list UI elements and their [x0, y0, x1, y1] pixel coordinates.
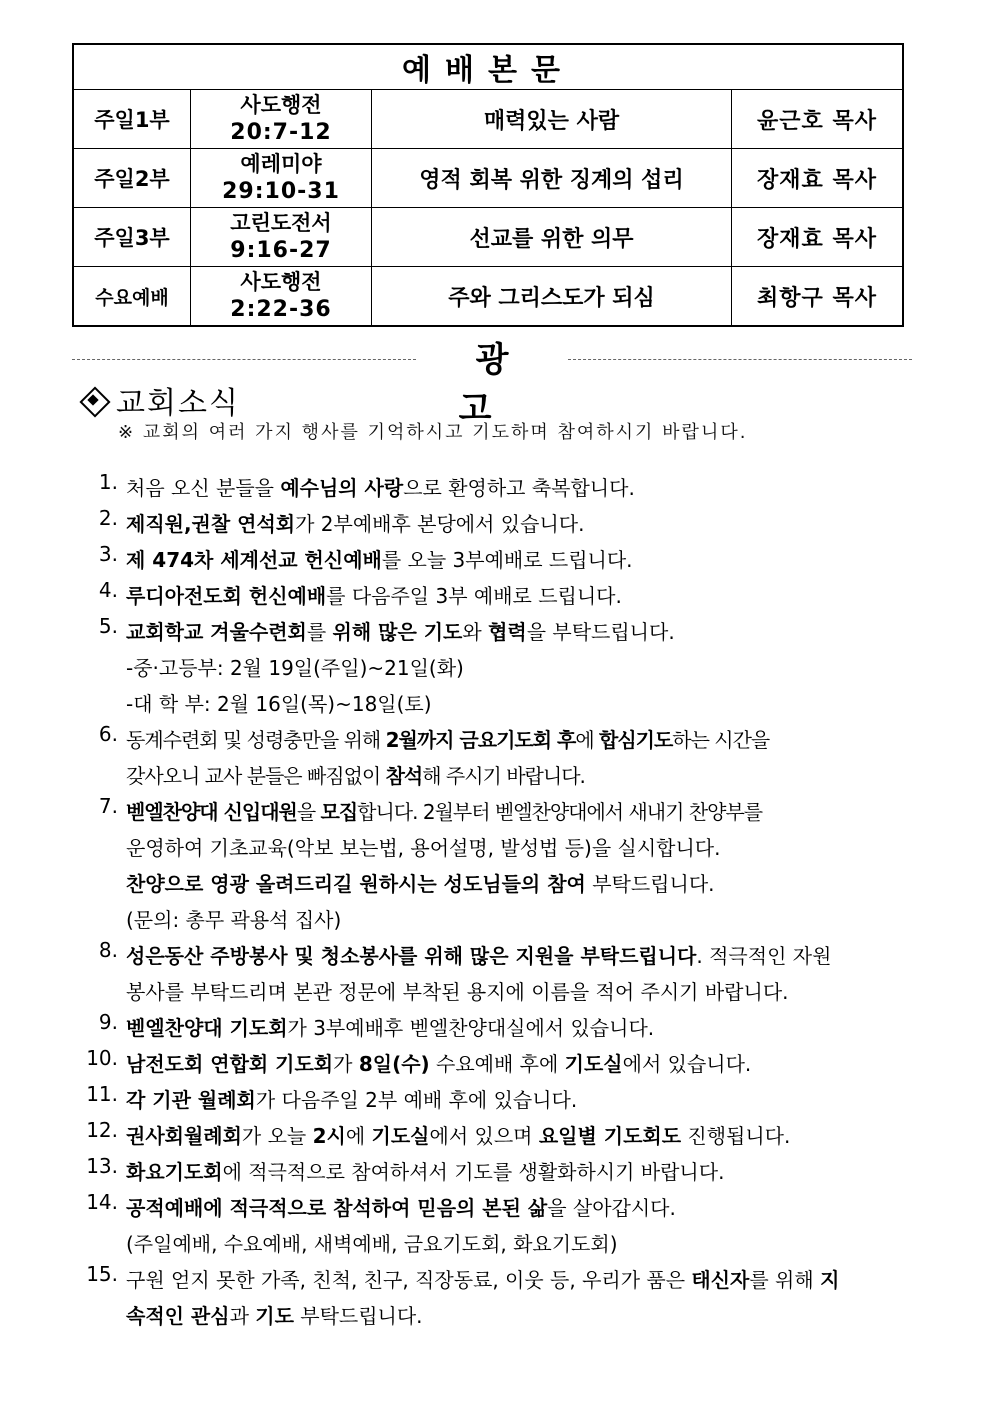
body-text: 갖사오니 교사 분들은 빠짐없이 [126, 764, 386, 788]
item-line [126, 1262, 932, 1298]
emphasis-text: 교회학교 겨울수련회 [126, 620, 307, 644]
item-number: 7. [98, 794, 118, 818]
service-name: 주일3부 [73, 208, 191, 267]
emphasis-text: 태신자 [691, 1268, 750, 1292]
emphasis-text: 속적인 관심 [126, 1304, 230, 1328]
preacher: 장재효 목사 [732, 149, 904, 208]
item-line [126, 794, 932, 830]
item-line [126, 686, 932, 722]
item-line [126, 1046, 932, 1082]
body-text: 를 오늘 3부예배로 드립니다. [381, 548, 633, 572]
emphasis-text: 권사회월례회 [126, 1124, 242, 1148]
announcement-item [72, 1010, 932, 1046]
scripture-book: 사도행전 [240, 270, 322, 294]
sermon-title: 영적 회복 위한 징계의 섭리 [372, 149, 732, 208]
diamond-bullet-icon [80, 387, 106, 413]
announcement-item [72, 578, 932, 614]
body-text: 해 주시기 바랍니다. [422, 764, 585, 788]
body-text: . 적극적인 자원 [696, 944, 832, 968]
announcement-item [72, 938, 932, 1010]
announcement-item [72, 614, 932, 722]
emphasis-text: 화요기도회 [126, 1160, 223, 1184]
body-text: 가 2부예배후 본당에서 있습니다. [295, 512, 585, 536]
scripture-verse: 20:7-12 [230, 120, 332, 145]
announcements-title: 광고 [458, 340, 543, 429]
emphasis-text: 요일별 기도회도 [538, 1124, 682, 1148]
body-text: 구원 얻지 못한 가족, 친척, 친구, 직장동료, 이웃 등, 우리가 품은 [126, 1268, 692, 1292]
item-text [126, 1010, 932, 1046]
worship-row [73, 90, 903, 149]
body-text: 가 3부예배후 벧엘찬양대실에서 있습니다. [287, 1016, 655, 1040]
emphasis-text: 루디아전도회 헌신예배 [126, 584, 327, 608]
item-text [126, 1082, 932, 1118]
body-text: 하는 시간을 [672, 728, 770, 752]
sermon-title: 주와 그리스도가 되심 [372, 267, 732, 327]
item-number: 10. [86, 1046, 118, 1070]
announcement-item [72, 1154, 932, 1190]
item-number: 11. [86, 1082, 118, 1106]
item-number: 3. [98, 542, 118, 566]
item-line [126, 974, 932, 1010]
body-text: 에서 있으며 [429, 1124, 539, 1148]
emphasis-text: 위해 많은 기도 [332, 620, 463, 644]
worship-row [73, 267, 903, 327]
item-line [126, 1082, 932, 1118]
emphasis-text: 협력 [488, 620, 527, 644]
item-number: 5. [98, 614, 118, 638]
preacher: 윤근호 목사 [732, 90, 904, 149]
item-line [126, 938, 932, 974]
item-text [126, 506, 932, 542]
dashed-divider-right [568, 359, 912, 360]
emphasis-text: 벧엘찬양대 기도회 [126, 1016, 288, 1040]
item-line [126, 1226, 932, 1262]
body-text: 을 살아갑시다. [547, 1196, 676, 1220]
sermon-title: 선교를 위한 의무 [372, 208, 732, 267]
preacher: 장재효 목사 [732, 208, 904, 267]
body-text: 가 [333, 1052, 359, 1076]
item-line [126, 722, 932, 758]
body-text: 가 다음주일 2부 예배 후에 있습니다. [255, 1088, 578, 1112]
item-line [126, 542, 932, 578]
item-number: 1. [98, 470, 118, 494]
item-line [126, 614, 932, 650]
body-text: -중·고등부: 2월 19일(주일)~21일(화) [126, 656, 464, 680]
body-text: 가 오늘 [241, 1124, 313, 1148]
body-text: 과 [229, 1304, 256, 1328]
announcement-item [72, 1118, 932, 1154]
body-text: 처음 오신 분들을 [126, 476, 281, 500]
service-name: 수요예배 [73, 267, 191, 327]
dashed-divider-left [72, 359, 416, 360]
item-text [126, 1262, 932, 1334]
body-text: 진행됩니다. [681, 1124, 791, 1148]
item-number: 6. [98, 722, 118, 746]
worship-title: 예배본문 [73, 44, 903, 90]
body-text: 동계수련회 및 성령충만을 위해 [126, 728, 386, 752]
scripture-book: 예레미야 [240, 152, 322, 176]
scripture-passage [191, 267, 372, 327]
scripture-book: 사도행전 [240, 93, 322, 117]
body-text: 에서 있습니다. [622, 1052, 752, 1076]
body-text: -대 학 부: 2월 16일(목)~18일(토) [126, 692, 432, 716]
body-text: 를 [306, 620, 333, 644]
emphasis-text: 제직원,권찰 연석회 [126, 512, 296, 536]
body-text: 운영하여 기초교육(악보 보는법, 용어설명, 발성법 등)을 실시합니다. [126, 836, 721, 860]
emphasis-text: 기도실 [371, 1124, 430, 1148]
announcement-item [72, 794, 932, 938]
body-text: (주일예배, 수요예배, 새벽예배, 금요기도회, 화요기도회) [126, 1232, 618, 1256]
emphasis-text: 모집 [320, 800, 358, 824]
item-line [126, 650, 932, 686]
announcement-item [72, 506, 932, 542]
item-text [126, 1118, 932, 1154]
item-text [126, 542, 932, 578]
emphasis-text: 남전도회 연합회 기도회 [126, 1052, 334, 1076]
item-text [126, 614, 932, 722]
emphasis-text: 기도 [255, 1304, 294, 1328]
item-number: 12. [86, 1118, 118, 1142]
body-text: 수요예배 후에 [429, 1052, 565, 1076]
emphasis-text: 성은동산 주방봉사 및 청소봉사를 위해 많은 지원을 부탁드립니다 [126, 944, 697, 968]
scripture-passage [191, 90, 372, 149]
item-line [126, 1118, 932, 1154]
church-news-heading [80, 378, 240, 422]
item-text [126, 722, 932, 794]
service-name: 주일1부 [73, 90, 191, 149]
item-line [126, 1190, 932, 1226]
service-name: 주일2부 [73, 149, 191, 208]
item-number: 9. [98, 1010, 118, 1034]
worship-row [73, 149, 903, 208]
emphasis-text: 벧엘찬양대 신입대원 [126, 800, 297, 824]
scripture-verse: 9:16-27 [230, 238, 332, 263]
item-line [126, 866, 932, 902]
announcement-item [72, 1082, 932, 1118]
announcements-note: ※ 교회의 여러 가지 행사를 기억하시고 기도하며 참여하시기 바랍니다. [118, 422, 748, 443]
preacher: 최항구 목사 [732, 267, 904, 327]
emphasis-text: 공적예배에 적극적으로 참석하여 믿음의 본된 삶 [126, 1196, 548, 1220]
announcement-item [72, 542, 932, 578]
body-text: 에 [345, 1124, 372, 1148]
emphasis-text: 2월까지 금요기도회 후 [385, 728, 576, 752]
item-number: 2. [98, 506, 118, 530]
body-text: 합니다. 2월부터 벧엘찬양대에서 새내기 찬양부를 [357, 800, 763, 824]
body-text: 부탁드립니다. [293, 1304, 423, 1328]
body-text: 를 다음주일 3부 예배로 드립니다. [326, 584, 622, 608]
body-text: 와 [462, 620, 489, 644]
item-number: 14. [86, 1190, 118, 1214]
item-number: 15. [86, 1262, 118, 1286]
worship-table [72, 43, 904, 327]
scripture-passage [191, 208, 372, 267]
item-line [126, 578, 932, 614]
scripture-verse: 2:22-36 [230, 297, 332, 322]
item-line [126, 758, 932, 794]
body-text: 을 [296, 800, 321, 824]
item-text [126, 1190, 932, 1262]
emphasis-text: 찬양으로 영광 올려드리길 원하시는 성도님들의 참여 [126, 872, 586, 896]
church-news-title: 교회소식 [116, 386, 240, 421]
emphasis-text: 지 [820, 1268, 840, 1292]
scripture-book: 고린도전서 [230, 211, 332, 235]
worship-row [73, 208, 903, 267]
announcement-item [72, 722, 932, 794]
body-text: 으로 환영하고 축복합니다. [403, 476, 635, 500]
emphasis-text: 예수님의 사랑 [280, 476, 404, 500]
emphasis-text: 합심기도 [599, 728, 673, 752]
item-number: 13. [86, 1154, 118, 1178]
item-number: 4. [98, 578, 118, 602]
emphasis-text: 기도실 [564, 1052, 623, 1076]
emphasis-text: 제 474차 세계선교 헌신예배 [126, 548, 382, 572]
item-line [126, 830, 932, 866]
announcement-item [72, 1046, 932, 1082]
item-line [126, 506, 932, 542]
item-line [126, 1010, 932, 1046]
body-text: 에 적극적으로 참여하셔서 기도를 생활화하시기 바랍니다. [222, 1160, 725, 1184]
body-text: 을 부탁드립니다. [526, 620, 675, 644]
item-line [126, 1154, 932, 1190]
item-line [126, 902, 932, 938]
emphasis-text: 각 기관 월례회 [126, 1088, 256, 1112]
item-text [126, 938, 932, 1010]
scripture-verse: 29:10-31 [222, 179, 340, 204]
body-text: 에 [575, 728, 600, 752]
sermon-title: 매력있는 사람 [372, 90, 732, 149]
announcement-item [72, 1262, 932, 1334]
body-text: 를 위해 [749, 1268, 821, 1292]
announcement-item [72, 470, 932, 506]
emphasis-text: 2시 [312, 1124, 346, 1148]
body-text: (문의: 총무 곽용석 집사) [126, 908, 342, 932]
scripture-passage [191, 149, 372, 208]
item-text [126, 470, 932, 506]
emphasis-text: 8일(수) [358, 1052, 430, 1076]
body-text: 부탁드립니다. [585, 872, 715, 896]
item-number: 8. [98, 938, 118, 962]
item-text [126, 1046, 932, 1082]
body-text: 봉사를 부탁드리며 본관 정문에 부착된 용지에 이름을 적어 주시기 바랍니다. [126, 980, 789, 1004]
item-text [126, 578, 932, 614]
item-text [126, 794, 932, 938]
item-text [126, 1154, 932, 1190]
announcement-item [72, 1190, 932, 1262]
item-line [126, 1298, 932, 1334]
item-line [126, 470, 932, 506]
announcement-list [72, 470, 932, 1334]
emphasis-text: 참석 [385, 764, 423, 788]
